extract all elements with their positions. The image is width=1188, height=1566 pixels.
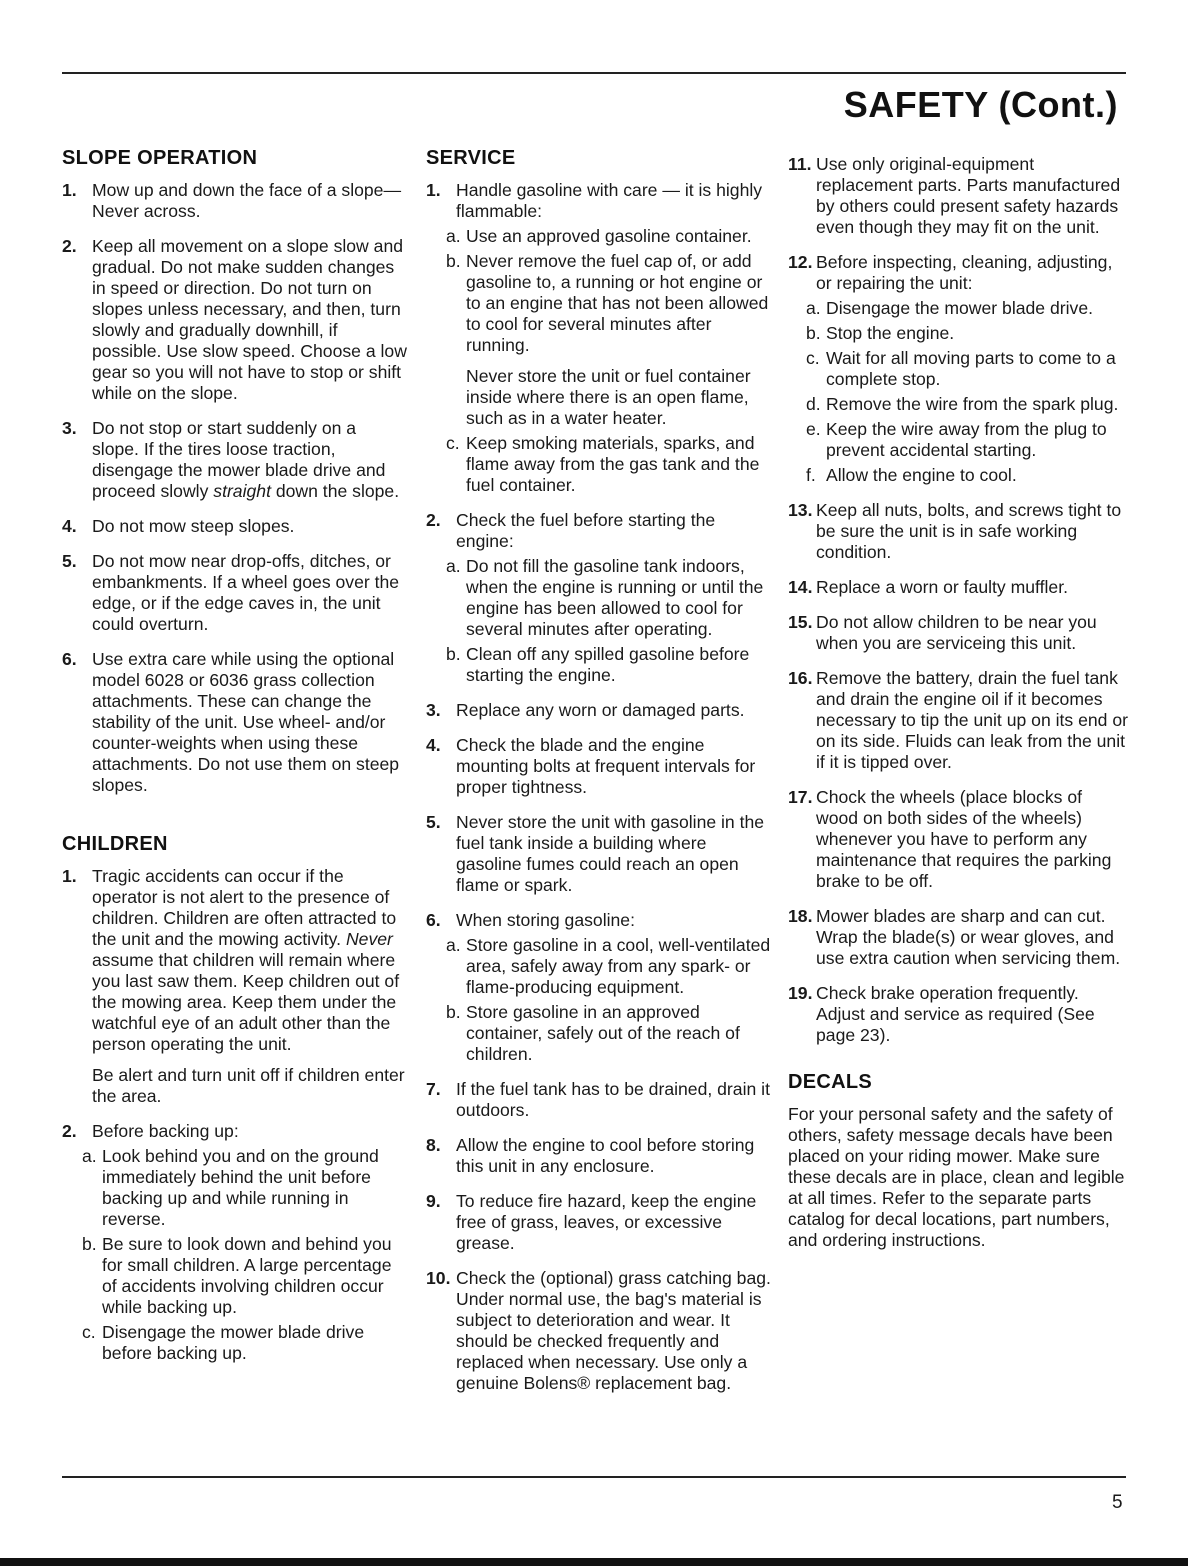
sub-item: c. Disengage the mower blade drive before backing up. xyxy=(82,1322,365,1363)
sub-item: a. Store gasoline in a cool, well-ventilated area, safely away from any spark- or flame-producing equipment. xyxy=(446,935,771,997)
list-item: 12. Before inspecting, cleaning, adjusting, or repairing the unit: a. Disengage the mower blade drive. b. Stop the engine. c. Wait for all moving parts to come to a complete stop. d. Remove the wire from the spark plug. e. Keep the wire away from the plug to prevent accidental starting. f. Allow the engine to cool. xyxy=(788,252,1128,486)
bottom-rule xyxy=(62,1476,1126,1478)
sub-item: a. Look behind you and on the ground immediately behind the unit before backing up and while running in reverse. xyxy=(82,1146,379,1229)
list-item: 1. Handle gasoline with care — it is highly flammable: a. Use an approved gasoline container. b. Never remove the fuel cap of, or add gasoline to, a running or hot engine or to an engine that has not been allowed to cool for several minutes after running. Never store the unit or fuel container inside where there is an open flame, such as in a water heater. c. Keep smoking materials, sparks, and flame away from the gas tank and the fuel container. xyxy=(426,180,771,496)
list-item: 8. Allow the engine to cool before storing this unit in any enclosure. xyxy=(426,1135,755,1176)
children-heading: CHILDREN xyxy=(62,833,168,855)
list-item: 2. Before backing up: a. Look behind you and on the ground immediately behind the unit before backing up and while running in reverse. b. Be sure to look down and behind you for small children. A large percentage of accidents involving children occur while backing up. c. Disengage the mower blade drive before backing up. xyxy=(62,1121,407,1364)
decals-heading: DECALS xyxy=(788,1071,873,1093)
list-item: 16. Remove the battery, drain the fuel tank and drain the engine oil if it becomes necessary to tip the unit up on its end or on its side. Fluids can leak from the unit if it is tipped over. xyxy=(788,668,1128,772)
column-middle xyxy=(426,146,771,1408)
list-item: 4. Check the blade and the engine mounting bolts at frequent intervals for proper tightness. xyxy=(426,735,756,797)
list-item: 13. Keep all nuts, bolts, and screws tight to be sure the unit is in safe working condition. xyxy=(788,500,1122,562)
sub-item: a. Use an approved gasoline container. xyxy=(446,226,752,246)
list-item: 5. Do not mow near drop-offs, ditches, or embankments. If a wheel goes over the edge, or if the edge caves in, the unit could overturn. xyxy=(62,551,400,634)
list-item: 15. Do not allow children to be near you when you are serviceing this unit. xyxy=(788,612,1097,653)
list-item: 19. Check brake operation frequently. Adjust and service as required (See page 23). xyxy=(788,983,1095,1045)
list-item: 4. Do not mow steep slopes. xyxy=(62,516,295,536)
sub-item: f. Allow the engine to cool. xyxy=(806,465,1017,485)
list-item: 7. If the fuel tank has to be drained, drain it outdoors. xyxy=(426,1079,770,1120)
sub-item: e. Keep the wire away from the plug to prevent accidental starting. xyxy=(806,419,1107,460)
sub-item: b. Store gasoline in an approved container, safely out of the reach of children. xyxy=(446,1002,740,1064)
column-right xyxy=(788,154,1128,1251)
service-heading: SERVICE xyxy=(426,147,516,169)
list-item: 9. To reduce fire hazard, keep the engine free of grass, leaves, or excessive grease. xyxy=(426,1191,757,1253)
column-left xyxy=(62,146,407,1378)
list-item: 1. Mow up and down the face of a slope—Never across. xyxy=(62,180,402,221)
sub-item: b. Never remove the fuel cap of, or add gasoline to, a running or hot engine or to an engine that has not been allowed to cool for several minutes after running. Never store the unit or fuel container inside where there is an open flame, such as in a water heater. xyxy=(446,251,769,428)
top-rule xyxy=(62,72,1126,74)
decals-paragraph: For your personal safety and the safety of others, safety message decals have been placed on your riding mower. Make sure these decals are in place, clean and legible at all times. Refer to the separate parts catalog for decal locations, part numbers, and ordering instructions. xyxy=(788,1104,1125,1250)
list-item: 6. When storing gasoline: a. Store gasoline in a cool, well-ventilated area, safely away from any spark- or flame-producing equipment. b. Store gasoline in an approved container, safely out of the reach of children. xyxy=(426,910,771,1064)
list-item: 18. Mower blades are sharp and can cut. Wrap the blade(s) or wear gloves, and use extra caution when servicing them. xyxy=(788,906,1121,968)
sub-item: b. Stop the engine. xyxy=(806,323,955,343)
list-item: 10. Check the (optional) grass catching bag. Under normal use, the bag's material is subject to deterioration and wear. It should be checked frequently and replaced when necessary. Use only a genuine Bolens® replacement bag. xyxy=(426,1268,771,1393)
list-item: 2. Check the fuel before starting the engine: a. Do not fill the gasoline tank indoors, when the engine is running or until the engine has been allowed to cool for several minutes after operating. b. Clean off any spilled gasoline before starting the engine. xyxy=(426,510,771,686)
sub-item: b. Be sure to look down and behind you for small children. A large percentage of accidents involving children occur while backing up. xyxy=(82,1234,392,1317)
list-item: 11. Use only original-equipment replacement parts. Parts manufactured by others could present safety hazards even though they may fit on the unit. xyxy=(788,154,1121,237)
list-item: 6. Use extra care while using the optional model 6028 or 6036 grass collection attachments. These can change the stability of the unit. Use wheel- and/or counter-weights when using these attachments. Do not use them on steep slopes. xyxy=(62,649,400,795)
sub-item: d. Remove the wire from the spark plug. xyxy=(806,394,1119,414)
list-item: 17. Chock the wheels (place blocks of wood on both sides of the wheels) whenever you have to perform any maintenance that requires the parking brake to be off. xyxy=(788,787,1112,891)
page-title: SAFETY (Cont.) xyxy=(843,84,1118,125)
list-item: 3. Replace any worn or damaged parts. xyxy=(426,700,745,720)
sub-item: c. Wait for all moving parts to come to a complete stop. xyxy=(806,348,1116,389)
list-item: 14. Replace a worn or faulty muffler. xyxy=(788,577,1068,597)
list-item: 2. Keep all movement on a slope slow and gradual. Do not make sudden changes in speed or direction. Do not turn on slopes unless necessary, and then, turn slowly and gradually downhill, if possible. Use slow speed. Choose a low gear so you will not have to stop or shift while on the slope. xyxy=(62,236,407,403)
sub-item: c. Keep smoking materials, sparks, and flame away from the gas tank and the fuel container. xyxy=(446,433,760,495)
scan-edge-bar xyxy=(0,1558,1188,1566)
list-item: 1. Tragic accidents can occur if the operator is not alert to the presence of children. Children are often attracted to the unit and the mowing activity. Never assume that children will remain where you last saw them. Keep children out of the mowing area. Keep them under the watchful eye of an adult other than the person operating the unit. Be alert and turn unit off if children enter the area. xyxy=(62,866,405,1106)
emphasis-text: Never xyxy=(345,929,393,949)
emphasis-text: straight xyxy=(213,481,271,501)
sub-item: a. Disengage the mower blade drive. xyxy=(806,298,1093,318)
slope-operation-heading: SLOPE OPERATION xyxy=(62,147,258,169)
sub-item: a. Do not fill the gasoline tank indoors, when the engine is running or until the engine has been allowed to cool for several minutes after operating. xyxy=(446,556,764,639)
page-number: 5 xyxy=(1112,1492,1123,1513)
list-item: 3. Do not stop or start suddenly on a slope. If the tires loose traction, disengage the mower blade drive and proceed slowly straight down the slope. xyxy=(62,418,400,501)
list-item: 5. Never store the unit with gasoline in the fuel tank inside a building where gasoline fumes could reach an open flame or spark. xyxy=(426,812,765,895)
sub-item: b. Clean off any spilled gasoline before starting the engine. xyxy=(446,644,750,685)
